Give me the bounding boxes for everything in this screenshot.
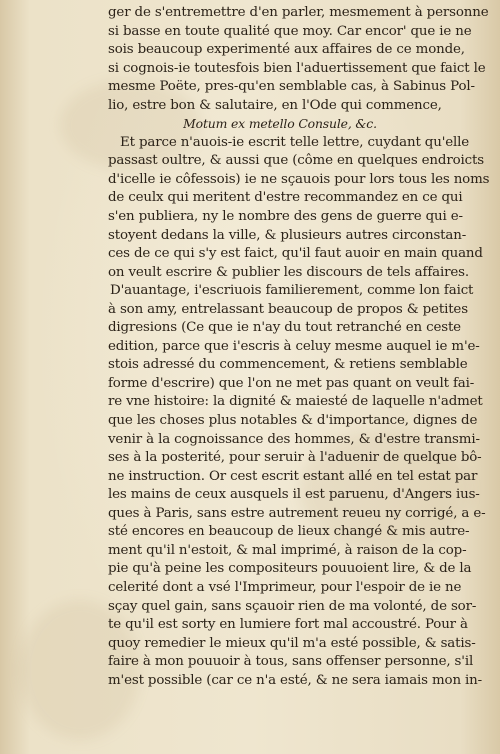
text-line: celerité dont a vsé l'Imprimeur, pour l'espoir de ie ne bbox=[108, 579, 462, 595]
text-line: ques à Paris, sans estre autrement reueu ny corrigé, a e- bbox=[108, 505, 486, 521]
text-line: ment qu'il n'estoit, & mal imprimé, à raison de la cop- bbox=[108, 542, 467, 558]
text-line: mesme Poëte, pres-qu'en semblable cas, à Sabinus Pol- bbox=[108, 79, 475, 95]
text-line: sçay quel gain, sans sçauoir rien de ma volonté, de sor- bbox=[108, 598, 477, 614]
text-line: d'icelle ie côfessois) ie ne sçauois pour lors tous les noms bbox=[108, 171, 490, 187]
text-line: pie qu'à peine les compositeurs pouuoient lire, & de la bbox=[108, 561, 472, 577]
text-line: de ceulx qui meritent d'estre recommandez en ce qui bbox=[108, 190, 463, 206]
text-line: te qu'il est sorty en lumiere fort mal accoustré. Pour à bbox=[108, 617, 468, 633]
text-line: venir à la cognoissance des hommes, & d'estre transmi- bbox=[108, 431, 480, 447]
text-line: si basse en toute qualité que moy. Car encor' que ie ne bbox=[108, 23, 472, 39]
text-line: ces de ce qui s'y est faict, qu'il faut auoir en main quand bbox=[108, 246, 483, 262]
paragraph-start-line: D'auantage, i'escriuois familierement, comme lon faict bbox=[110, 283, 474, 299]
text-line: passast oultre, & aussi que (côme en quelques endroicts bbox=[108, 153, 484, 169]
text-line: sois beaucoup experimenté aux affaires de ce monde, bbox=[108, 42, 465, 58]
text-line: lio, estre bon & salutaire, en l'Ode qui commence, bbox=[108, 97, 442, 113]
text-line: on veult escrire & publier les discours de tels affaires. bbox=[108, 264, 469, 280]
text-line: digresions (Ce que ie n'ay du tout retranché en ceste bbox=[108, 320, 461, 336]
latin-quotation: Motum ex metello Consule, &c. bbox=[183, 116, 377, 132]
text-line: quoy remedier le mieux qu'il m'a esté possible, & satis- bbox=[108, 635, 476, 651]
text-line: que les choses plus notables & d'importance, dignes de bbox=[108, 413, 478, 429]
text-line: m'est possible (car ce n'a esté, & ne sera iamais mon in- bbox=[108, 672, 483, 688]
text-line: à son amy, entrelassant beaucoup de propos & petites bbox=[108, 301, 468, 317]
text-line: edition, parce que i'escris à celuy mesme auquel ie m'e- bbox=[108, 338, 480, 354]
page-body-text bbox=[108, 4, 492, 690]
text-line: ses à la posterité, pour seruir à l'aduenir de quelque bô- bbox=[108, 450, 482, 466]
text-line: sté encores en beaucoup de lieux changé & mis autre- bbox=[108, 524, 470, 540]
text-line: si cognois-ie toutesfois bien l'aduertissement que faict le bbox=[108, 60, 486, 76]
text-line: stois adressé du commencement, & retiens semblable bbox=[108, 357, 468, 373]
text-line: ger de s'entremettre d'en parler, mesmement à personne bbox=[108, 5, 489, 20]
text-line: stoyent dedans la ville, & plusieurs autres circonstan- bbox=[108, 227, 467, 243]
text-line: forme d'escrire) que l'on ne met pas quant on veult fai- bbox=[108, 375, 475, 391]
text-line: ne instruction. Or cest escrit estant allé en tel estat par bbox=[108, 468, 478, 484]
text-line: les mains de ceux ausquels il est paruenu, d'Angers ius- bbox=[108, 487, 480, 503]
text-line: s'en publiera, ny le nombre des gens de guerre qui e- bbox=[108, 209, 463, 225]
text-line: re vne histoire: la dignité & maiesté de laquelle n'admet bbox=[108, 394, 483, 410]
paragraph-start-line: Et parce n'auois-ie escrit telle lettre, cuydant qu'elle bbox=[120, 134, 470, 150]
text-line: faire à mon pouuoir à tous, sans offenser personne, s'il bbox=[108, 654, 474, 670]
